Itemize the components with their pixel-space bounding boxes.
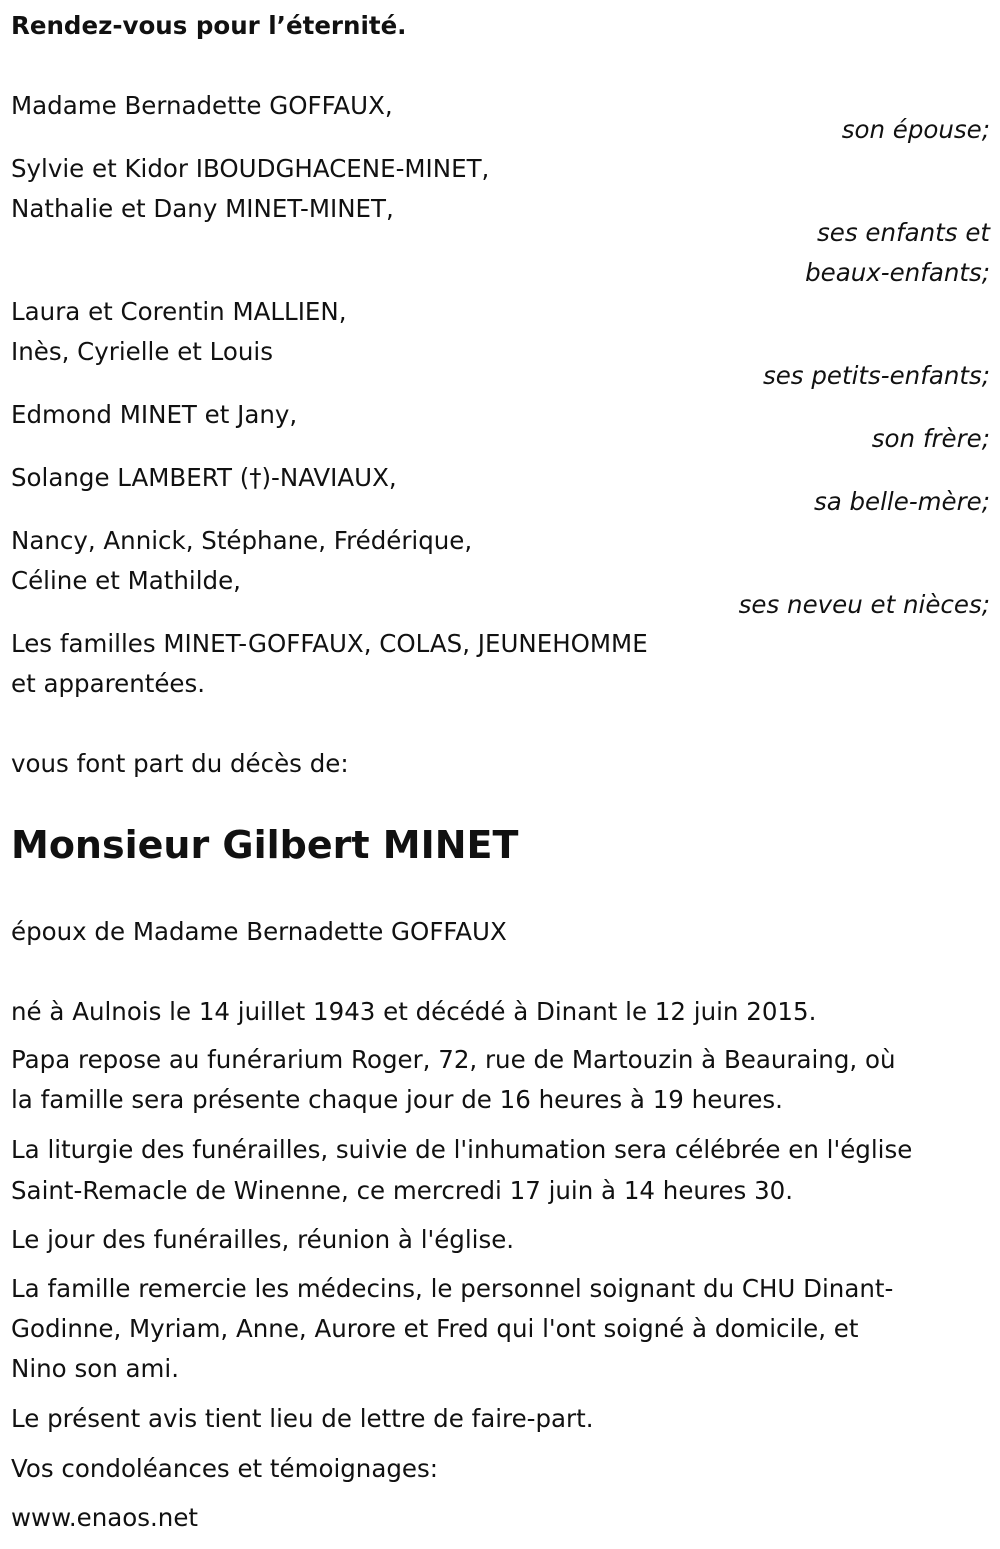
thanks-line: Nino son ami. bbox=[11, 1354, 179, 1383]
thanks-line: Godinne, Myriam, Anne, Aurore et Fred qui l'ont soigné à domicile, et bbox=[11, 1314, 859, 1343]
family-name-line: Laura et Corentin MALLIEN, bbox=[11, 297, 347, 326]
family-name-line: Edmond MINET et Jany, bbox=[11, 400, 298, 429]
visitation-line: la famille sera présente chaque jour de 16 heures à 19 heures. bbox=[11, 1085, 783, 1114]
announcement-line: vous font part du décès de: bbox=[11, 749, 349, 778]
family-relation: son épouse; bbox=[841, 115, 990, 144]
motto: Rendez-vous pour l’éternité. bbox=[11, 11, 407, 40]
family-relation: ses petits-enfants; bbox=[762, 361, 990, 390]
family-name-line: Nancy, Annick, Stéphane, Frédérique, bbox=[11, 526, 473, 555]
family-name-line: Les familles MINET-GOFFAUX, COLAS, JEUNEHOMME bbox=[11, 629, 648, 658]
family-relation: ses enfants et bbox=[817, 218, 990, 247]
family-relation: beaux-enfants; bbox=[805, 258, 990, 287]
family-name-line: et apparentées. bbox=[11, 669, 206, 698]
deceased-name: Monsieur Gilbert MINET bbox=[11, 823, 519, 867]
notice-line: Le présent avis tient lieu de lettre de faire-part. bbox=[11, 1404, 594, 1433]
website-line: www.enaos.net bbox=[11, 1503, 199, 1532]
family-name-line: Nathalie et Dany MINET-MINET, bbox=[11, 194, 394, 223]
funeral-line: Saint-Remacle de Winenne, ce mercredi 17 juin à 14 heures 30. bbox=[11, 1176, 794, 1205]
family-name-line: Céline et Mathilde, bbox=[11, 566, 241, 595]
birth-death-line: né à Aulnois le 14 juillet 1943 et décédé à Dinant le 12 juin 2015. bbox=[11, 997, 817, 1026]
spouse-line: époux de Madame Bernadette GOFFAUX bbox=[11, 917, 507, 946]
family-relation: son frère; bbox=[871, 424, 990, 453]
family-name-line: Sylvie et Kidor IBOUDGHACENE-MINET, bbox=[11, 154, 490, 183]
visitation-line: Papa repose au funérarium Roger, 72, rue de Martouzin à Beauraing, où bbox=[11, 1045, 896, 1074]
family-name-line: Inès, Cyrielle et Louis bbox=[11, 337, 273, 366]
thanks-line: La famille remercie les médecins, le personnel soignant du CHU Dinant- bbox=[11, 1274, 894, 1303]
meeting-line: Le jour des funérailles, réunion à l'église. bbox=[11, 1225, 515, 1254]
condolences-line: Vos condoléances et témoignages: bbox=[11, 1454, 438, 1483]
family-name-line: Madame Bernadette GOFFAUX, bbox=[11, 91, 393, 120]
family-name-line: Solange LAMBERT (†)-NAVIAUX, bbox=[11, 463, 397, 492]
family-relation: ses neveu et nièces; bbox=[738, 590, 990, 619]
family-relation: sa belle-mère; bbox=[813, 487, 990, 516]
funeral-line: La liturgie des funérailles, suivie de l'inhumation sera célébrée en l'église bbox=[11, 1135, 913, 1164]
